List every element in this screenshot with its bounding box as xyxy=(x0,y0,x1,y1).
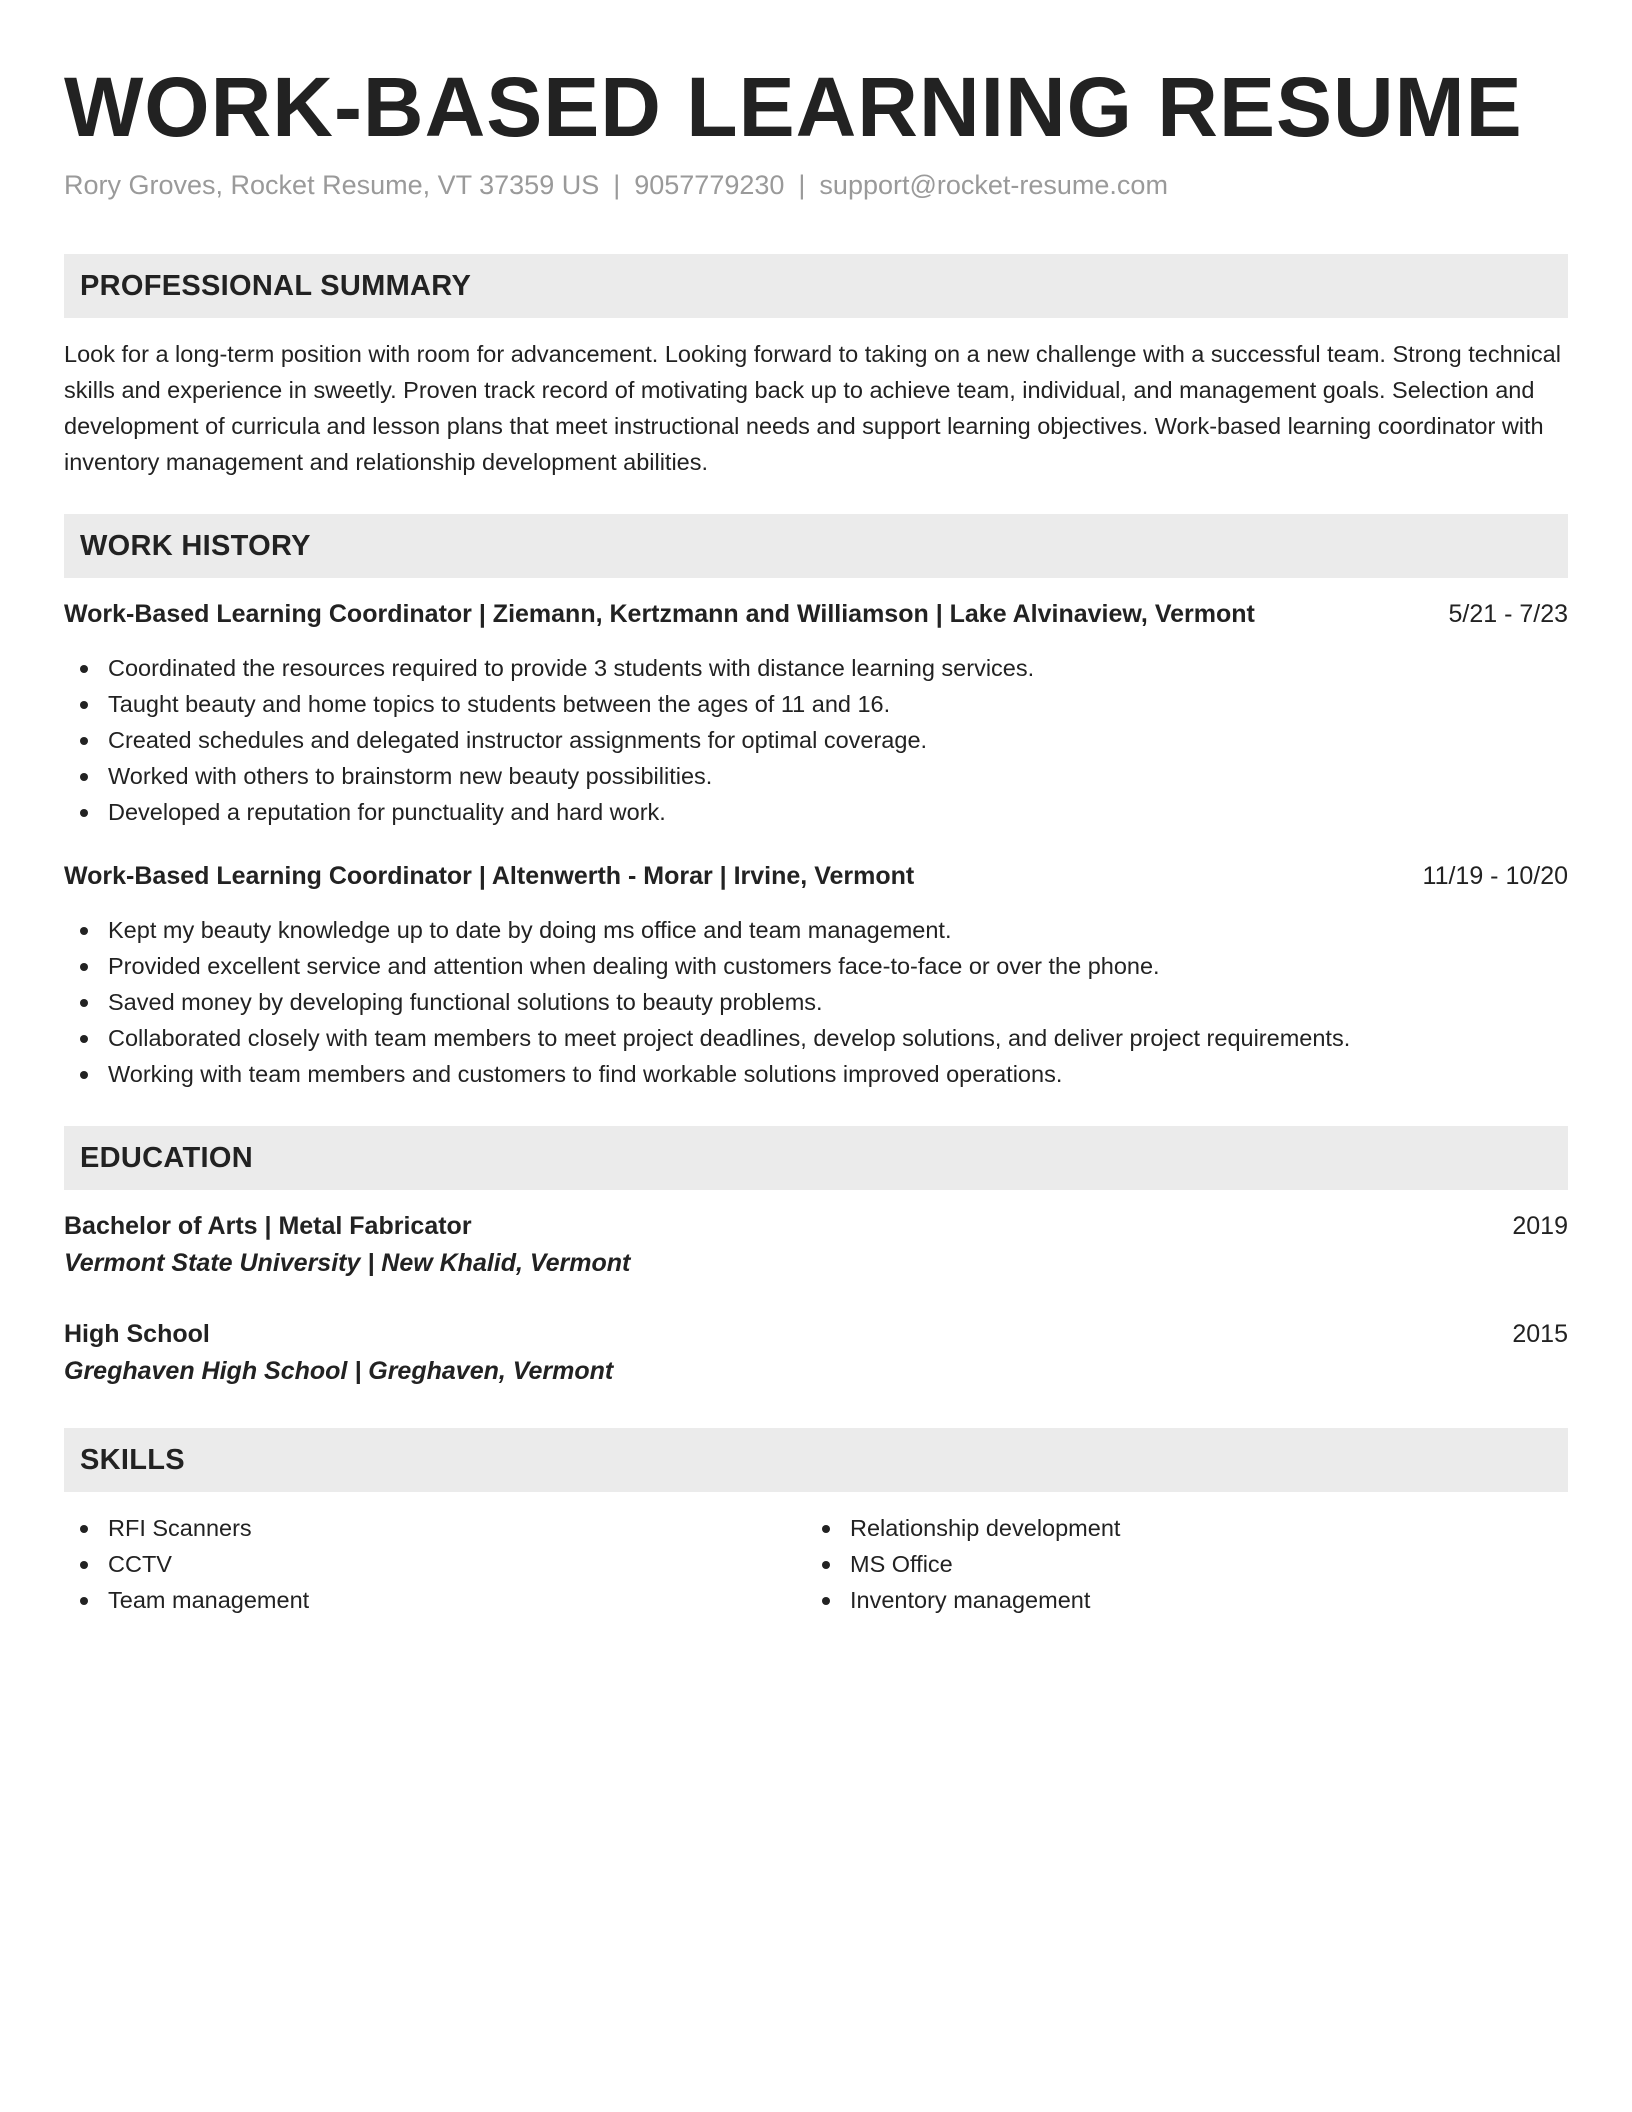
skills-list xyxy=(64,1510,1568,1618)
education-school: Vermont State University | New Khalid, Vermont xyxy=(64,1249,631,1277)
skills-column-left xyxy=(64,1510,806,1618)
job-bullet: Kept my beauty knowledge up to date by doing ms office and team management. xyxy=(64,912,1568,948)
job-bullet: Collaborated closely with team members to meet project deadlines, develop solutions, and deliver project requirements. xyxy=(64,1020,1568,1056)
skill-item: RFI Scanners xyxy=(64,1510,806,1546)
job-bullet: Saved money by developing functional solutions to beauty problems. xyxy=(64,984,1568,1020)
job-entry xyxy=(64,596,1568,830)
job-bullet: Provided excellent service and attention when dealing with customers face-to-face or over the phone. xyxy=(64,948,1568,984)
job-bullet: Created schedules and delegated instructor assignments for optimal coverage. xyxy=(64,722,1568,758)
education-heading: EDUCATION xyxy=(64,1126,1568,1190)
skill-item: CCTV xyxy=(64,1546,806,1582)
skill-item: MS Office xyxy=(806,1546,1548,1582)
skill-item: Relationship development xyxy=(806,1510,1548,1546)
resume-page xyxy=(64,0,1568,1618)
summary-heading: PROFESSIONAL SUMMARY xyxy=(64,254,1568,318)
education-degree: High School xyxy=(64,1320,210,1348)
skill-item: Team management xyxy=(64,1582,806,1618)
skill-item: Inventory management xyxy=(806,1582,1548,1618)
education-entry xyxy=(64,1208,1568,1282)
summary-text: Look for a long-term position with room for advancement. Looking forward to taking on a new challenge with a successful team. Strong technical skills and experience in sweetly. Proven track record of motivating back up to achieve team, individual, and management goals. Selection and development of curricula and lesson plans that meet instructional needs and support learning objectives. Work-based learning coordinator with inventory management and relationship development abilities. xyxy=(64,341,1561,475)
job-dates: 11/19 - 10/20 xyxy=(1422,862,1568,890)
education-entry xyxy=(64,1316,1568,1390)
education-year: 2019 xyxy=(1512,1212,1568,1240)
education-school: Greghaven High School | Greghaven, Vermont xyxy=(64,1357,614,1385)
education-degree: Bachelor of Arts | Metal Fabricator xyxy=(64,1212,472,1240)
skills-column-right xyxy=(806,1510,1548,1618)
contact-separator: | xyxy=(798,170,806,200)
job-bullets xyxy=(64,912,1568,1092)
job-bullet: Coordinated the resources required to provide 3 students with distance learning services. xyxy=(64,650,1568,686)
contact-line xyxy=(64,168,1568,202)
resume-title: WORK-BASED LEARNING RESUME xyxy=(64,60,1523,154)
job-title: Work-Based Learning Coordinator | Altenwerth - Morar | Irvine, Vermont xyxy=(64,862,915,890)
job-bullet: Taught beauty and home topics to students between the ages of 11 and 16. xyxy=(64,686,1568,722)
job-dates: 5/21 - 7/23 xyxy=(1448,600,1568,628)
contact-separator: | xyxy=(613,170,621,200)
contact-address: Rory Groves, Rocket Resume, VT 37359 US xyxy=(64,170,600,200)
contact-phone: 9057779230 xyxy=(634,170,785,200)
skills-heading: SKILLS xyxy=(64,1428,1568,1492)
job-title: Work-Based Learning Coordinator | Ziemann, Kertzmann and Williamson | Lake Alvinaview, Vermont xyxy=(64,600,1255,628)
job-bullets xyxy=(64,650,1568,830)
job-bullet: Worked with others to brainstorm new beauty possibilities. xyxy=(64,758,1568,794)
contact-email[interactable]: support@rocket-resume.com xyxy=(819,170,1168,200)
job-bullet: Developed a reputation for punctuality and hard work. xyxy=(64,794,1568,830)
education-year: 2015 xyxy=(1512,1320,1568,1348)
work-history-heading: WORK HISTORY xyxy=(64,514,1568,578)
job-entry xyxy=(64,858,1568,1092)
job-bullet: Working with team members and customers to find workable solutions improved operations. xyxy=(64,1056,1568,1092)
